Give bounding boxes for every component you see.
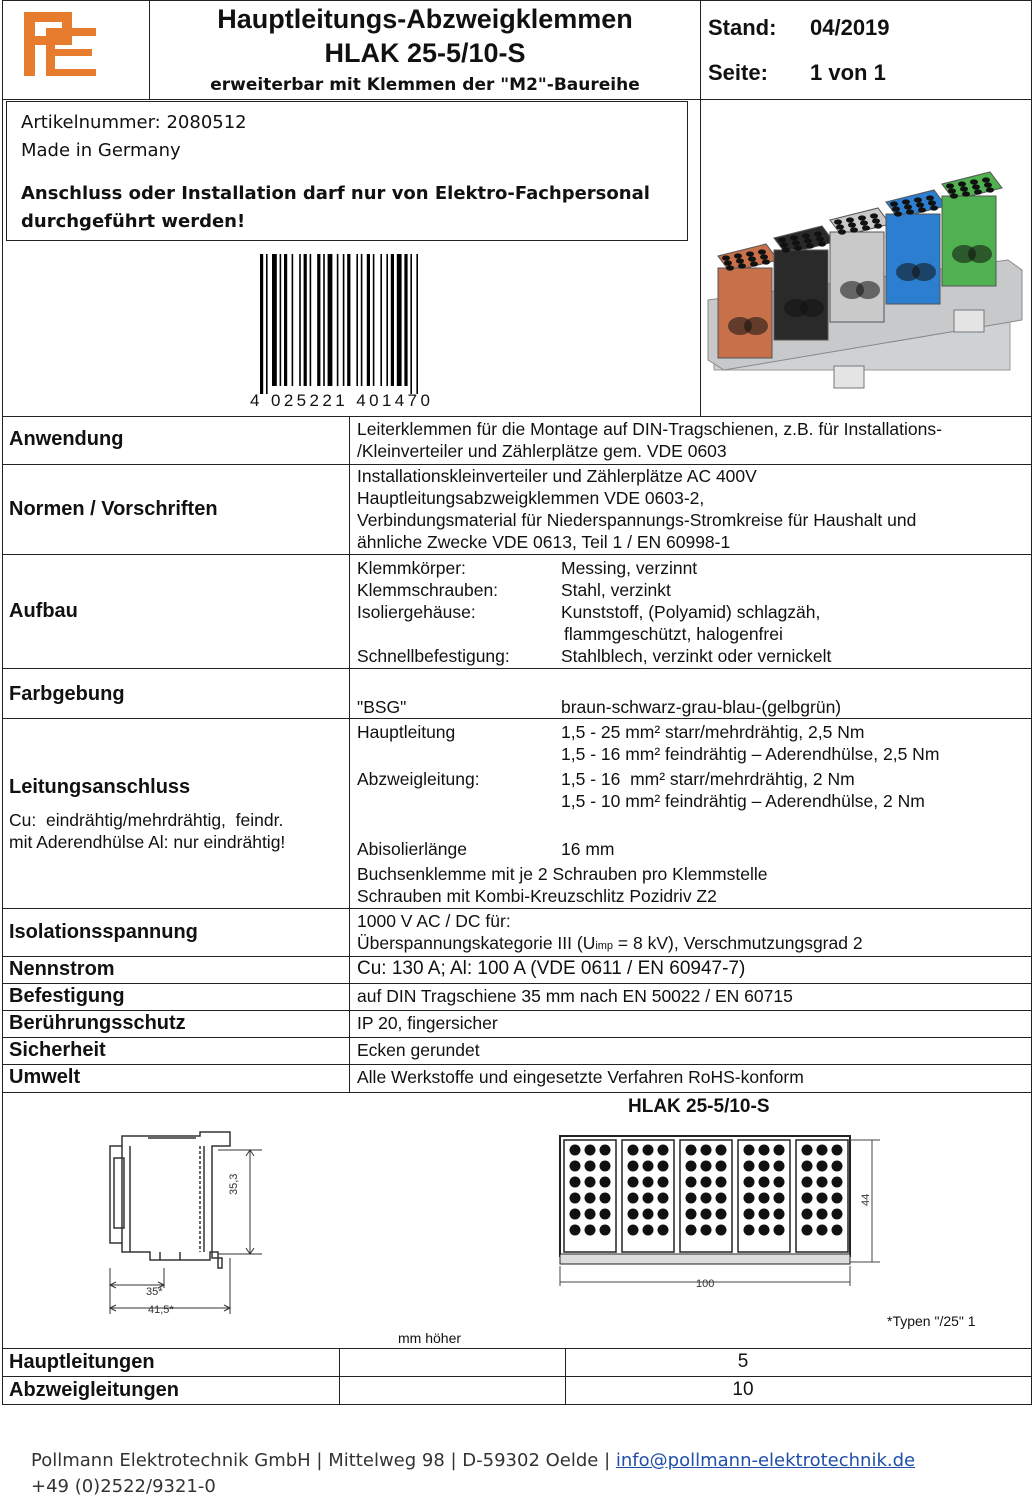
front-hole	[817, 1177, 828, 1188]
screw-hole	[804, 238, 812, 243]
screw-hole	[904, 204, 912, 209]
front-hole	[759, 1145, 770, 1156]
front-hole	[686, 1209, 697, 1220]
front-hole	[628, 1193, 639, 1204]
barcode-bar	[299, 254, 301, 386]
front-hole	[628, 1225, 639, 1236]
front-hole	[686, 1193, 697, 1204]
barcode-bar	[328, 254, 333, 386]
screw-hole	[914, 197, 922, 202]
isolation-line2b: = 8 kV), Verschmutzungsgrad 2	[613, 933, 863, 953]
terminal-block-front	[830, 232, 884, 322]
screw-hole	[802, 233, 810, 238]
screw-hole	[858, 215, 866, 220]
front-hole	[716, 1177, 727, 1188]
label-nennstrom: Nennstrom	[9, 958, 115, 980]
footer-address-text: Pollmann Elektrotechnik GmbH | Mittelweg 98 | D-59302 Oelde |	[31, 1450, 616, 1471]
front-hole	[686, 1177, 697, 1188]
front-hole	[686, 1161, 697, 1172]
footnote-hoeher: mm höher	[398, 1330, 462, 1346]
screw-hole	[960, 186, 968, 191]
leitung-k2: Abzweigleitung:	[357, 769, 480, 789]
footer-phone: +49 (0)2522/9321-0	[31, 1476, 216, 1497]
screw-hole	[918, 207, 926, 212]
front-hole	[774, 1177, 785, 1188]
front-hole	[600, 1193, 611, 1204]
front-hole	[817, 1145, 828, 1156]
barcode-bar	[416, 254, 418, 394]
barcode-bar	[266, 254, 268, 394]
front-hole	[817, 1225, 828, 1236]
front-hole	[802, 1193, 813, 1204]
barcode-bar	[367, 254, 370, 386]
screw-hole	[794, 245, 802, 250]
footer-email-link[interactable]: info@pollmann-elektrotechnik.de	[615, 1450, 916, 1471]
screw-hole	[814, 231, 822, 236]
front-hole	[686, 1225, 697, 1236]
front-hole	[643, 1209, 654, 1220]
front-hole	[832, 1177, 843, 1188]
front-hole	[716, 1225, 727, 1236]
screw-hole	[894, 211, 902, 216]
screw-hole	[950, 193, 958, 198]
barcode-bar	[323, 254, 325, 386]
wire-entry	[912, 263, 936, 281]
drawing-title: HLAK 25-5/10-S	[628, 1096, 770, 1117]
front-hole	[658, 1145, 669, 1156]
screw-hole	[874, 223, 882, 228]
stand-label: Stand:	[708, 15, 777, 40]
front-hole	[774, 1193, 785, 1204]
screw-hole	[974, 189, 982, 194]
dim-44: 44	[860, 1193, 872, 1206]
front-hole	[585, 1161, 596, 1172]
seite-label: Seite:	[708, 60, 768, 85]
front-hole	[628, 1177, 639, 1188]
anwendung-line2: /Kleinverteiler und Zählerplätze gem. VDE 0603	[357, 441, 727, 461]
screw-hole	[838, 229, 846, 234]
isolation-line2	[357, 932, 863, 958]
seite-value: 1 von 1	[810, 60, 886, 85]
screw-hole	[778, 237, 786, 242]
label-sicherheit: Sicherheit	[9, 1039, 106, 1061]
dim-415: 41,5*	[148, 1304, 174, 1316]
label-leitung: Leitungsanschluss	[9, 776, 191, 798]
screw-hole	[986, 187, 994, 192]
screw-hole	[834, 219, 842, 224]
aufbau-k2: Klemmschrauben:	[357, 580, 499, 600]
screw-hole	[738, 263, 746, 268]
front-hole	[658, 1193, 669, 1204]
leitung-note2: mit Aderendhülse Al: nur eindrähtig!	[9, 832, 286, 852]
front-hole	[802, 1145, 813, 1156]
screw-hole	[870, 213, 878, 218]
wire-entry	[856, 281, 880, 299]
terminal-block-front	[718, 268, 772, 358]
front-hole	[600, 1177, 611, 1188]
dim-height-side: 35,3	[228, 1173, 240, 1195]
label-isolation: Isolationsspannung	[9, 921, 198, 943]
aufbau-k3: Isoliergehäuse:	[357, 602, 476, 622]
anwendung-line1: Leiterklemmen für die Montage auf DIN-Tragschienen, z.B. für Installations-	[357, 419, 942, 439]
barcode-bar	[272, 254, 277, 386]
label-aufbau: Aufbau	[9, 600, 78, 622]
barcode-bar	[386, 254, 388, 386]
screw-hole	[860, 220, 868, 225]
screw-hole	[962, 191, 970, 196]
label-anwendung: Anwendung	[9, 428, 124, 450]
umwelt-value: Alle Werkstoffe und eingesetzte Verfahren RoHS-konform	[357, 1067, 804, 1087]
leitung-v3: 16 mm	[561, 839, 615, 859]
barcode-bar	[310, 254, 312, 386]
front-hole	[570, 1225, 581, 1236]
screw-hole	[846, 217, 854, 222]
terminal-block-front	[774, 250, 828, 340]
footnote-typen: *Typen "/25" 1	[887, 1313, 976, 1329]
schutz-value: IP 20, fingersicher	[357, 1013, 498, 1033]
screw-hole	[750, 261, 758, 266]
screw-hole	[972, 184, 980, 189]
front-hole	[744, 1161, 755, 1172]
screw-hole	[850, 227, 858, 232]
front-hole	[802, 1209, 813, 1220]
label-abzweigleitungen: Abzweigleitungen	[9, 1379, 179, 1401]
front-hole	[585, 1193, 596, 1204]
front-hole	[744, 1225, 755, 1236]
isolation-line2a: Überspannungskategorie III (U	[357, 933, 596, 953]
sicherheit-value: Ecken gerundet	[357, 1040, 480, 1060]
front-hole	[817, 1209, 828, 1220]
front-hole	[759, 1209, 770, 1220]
front-hole	[744, 1177, 755, 1188]
screw-hole	[780, 242, 788, 247]
front-hole	[570, 1161, 581, 1172]
terminal-block-front	[942, 196, 996, 286]
screw-hole	[848, 222, 856, 227]
front-hole	[817, 1161, 828, 1172]
screw-hole	[792, 240, 800, 245]
aufbau-v2: Stahl, verzinkt	[561, 580, 671, 600]
doc-title-line2: HLAK 25-5/10-S	[324, 38, 526, 68]
farbgebung-value: braun-schwarz-grau-blau-(gelbgrün)	[561, 697, 842, 717]
barcode-bar	[280, 254, 282, 386]
screw-hole	[746, 251, 754, 256]
barcode	[258, 254, 442, 394]
front-hole	[817, 1193, 828, 1204]
screw-hole	[862, 225, 870, 230]
stand-value: 04/2019	[810, 15, 890, 40]
front-hole	[658, 1225, 669, 1236]
front-hole	[628, 1209, 639, 1220]
front-hole	[701, 1161, 712, 1172]
front-hole	[774, 1145, 785, 1156]
barcode-bar	[292, 254, 294, 386]
dim-35: 35*	[146, 1286, 163, 1298]
screw-hole	[736, 258, 744, 263]
farbgebung-key: "BSG"	[357, 697, 407, 717]
front-hole	[570, 1177, 581, 1188]
front-rail	[560, 1254, 850, 1264]
front-hole	[600, 1225, 611, 1236]
leitung-v2a: 1,5 - 16 mm² starr/mehrdrähtig, 2 Nm	[561, 769, 855, 789]
screw-hole	[758, 249, 766, 254]
aufbau-v1: Messing, verzinnt	[561, 558, 698, 578]
front-hole	[759, 1193, 770, 1204]
front-hole	[701, 1145, 712, 1156]
front-hole	[774, 1209, 785, 1220]
front-hole	[600, 1209, 611, 1220]
leitung-l4: Buchsenklemme mit je 2 Schrauben pro Klemmstelle	[357, 864, 768, 884]
isolation-sub: imp	[595, 940, 614, 952]
screw-hole	[948, 188, 956, 193]
rail-clip	[834, 366, 864, 388]
barcode-bar	[347, 254, 350, 386]
barcode-bar	[356, 254, 358, 386]
aufbau-v3b: flammgeschützt, halogenfrei	[564, 624, 783, 644]
front-hole	[774, 1161, 785, 1172]
barcode-bar	[361, 254, 363, 386]
screw-hole	[958, 181, 966, 186]
dim-100: 100	[696, 1278, 715, 1290]
wire-entry	[800, 299, 824, 317]
rail-clip	[954, 310, 984, 332]
front-hole	[585, 1225, 596, 1236]
normen-line1: Installationskleinverteiler und Zählerplätze AC 400V	[357, 466, 757, 486]
front-hole	[628, 1161, 639, 1172]
front-hole	[744, 1209, 755, 1220]
front-hole	[759, 1161, 770, 1172]
screw-hole	[982, 177, 990, 182]
doc-title-line1: Hauptleitungs-Abzweigklemmen	[217, 4, 633, 34]
front-hole	[802, 1225, 813, 1236]
barcode-digits: 4 025221 401470	[250, 391, 434, 410]
isolation-line1: 1000 V AC / DC für:	[357, 911, 511, 931]
front-hole	[759, 1177, 770, 1188]
front-hole	[570, 1209, 581, 1220]
company-logo	[22, 10, 98, 78]
screw-hole	[892, 206, 900, 211]
barcode-bar	[380, 254, 382, 386]
front-hole	[774, 1225, 785, 1236]
normen-line2: Hauptleitungsabzweigklemmen VDE 0603-2,	[357, 488, 705, 508]
screw-hole	[906, 209, 914, 214]
front-hole	[643, 1193, 654, 1204]
front-hole	[585, 1145, 596, 1156]
front-hole	[759, 1225, 770, 1236]
front-hole	[600, 1145, 611, 1156]
barcode-bar	[391, 254, 394, 386]
barcode-bar	[337, 254, 339, 386]
front-hole	[585, 1209, 596, 1220]
front-hole	[716, 1193, 727, 1204]
front-hole	[658, 1209, 669, 1220]
barcode-bar	[373, 254, 375, 386]
barcode-bar	[343, 254, 345, 386]
normen-line3: Verbindungsmaterial für Niederspannungs-Stromkreise für Haushalt und	[357, 510, 917, 530]
aufbau-v4: Stahlblech, verzinkt oder vernickelt	[561, 646, 832, 666]
screw-hole	[836, 224, 844, 229]
value-abzweigleitungen: 10	[732, 1379, 754, 1400]
product-photo	[704, 170, 1028, 414]
leitung-l5: Schrauben mit Kombi-Kreuzschlitz Pozidriv Z2	[357, 886, 717, 906]
leitung-v2b: 1,5 - 10 mm² feindrähtig – Aderendhülse, 2 Nm	[561, 791, 925, 811]
screw-hole	[890, 201, 898, 206]
front-hole	[701, 1225, 712, 1236]
front-hole	[716, 1161, 727, 1172]
screw-hole	[782, 247, 790, 252]
footer-address	[31, 1450, 915, 1471]
screw-hole	[762, 259, 770, 264]
front-hole	[716, 1209, 727, 1220]
label-normen: Normen / Vorschriften	[9, 498, 218, 520]
screw-hole	[928, 200, 936, 205]
front-hole	[832, 1145, 843, 1156]
front-hole	[643, 1145, 654, 1156]
screw-hole	[790, 235, 798, 240]
front-hole	[832, 1193, 843, 1204]
barcode-bar	[404, 254, 407, 386]
nennstrom-value: Cu: 130 A; Al: 100 A (VDE 0611 / EN 60947-7)	[357, 958, 746, 979]
barcode-bar	[317, 254, 320, 386]
screw-hole	[946, 183, 954, 188]
front-hole	[600, 1161, 611, 1172]
screw-hole	[748, 256, 756, 261]
made-in: Made in Germany	[21, 140, 181, 161]
terminal-block-front	[886, 214, 940, 304]
screw-hole	[902, 199, 910, 204]
label-farbgebung: Farbgebung	[9, 683, 125, 705]
barcode-bar	[397, 254, 402, 386]
front-hole	[744, 1193, 755, 1204]
front-hole	[628, 1145, 639, 1156]
front-hole	[802, 1161, 813, 1172]
screw-hole	[926, 195, 934, 200]
front-view-drawing	[550, 1126, 890, 1296]
warning-line1: Anschluss oder Installation darf nur von Elektro-Fachpersonal	[21, 183, 650, 204]
front-hole	[701, 1209, 712, 1220]
aufbau-k4: Schnellbefestigung:	[357, 646, 510, 666]
aufbau-k1: Klemmkörper:	[357, 558, 466, 578]
barcode-bar	[284, 254, 287, 386]
side-view-drawing	[100, 1128, 270, 1328]
befestigung-value: auf DIN Tragschiene 35 mm nach EN 50022 / EN 60715	[357, 986, 793, 1006]
label-schutz: Berührungsschutz	[9, 1012, 186, 1034]
barcode-bar	[304, 254, 307, 386]
front-hole	[716, 1145, 727, 1156]
front-hole	[643, 1161, 654, 1172]
value-hauptleitungen: 5	[737, 1351, 749, 1372]
front-hole	[643, 1177, 654, 1188]
screw-hole	[724, 260, 732, 265]
front-hole	[658, 1161, 669, 1172]
wire-entry	[968, 245, 992, 263]
front-hole	[701, 1177, 712, 1188]
screw-hole	[930, 205, 938, 210]
front-hole	[643, 1225, 654, 1236]
screw-hole	[818, 241, 826, 246]
front-hole	[832, 1209, 843, 1220]
barcode-bar	[260, 254, 263, 394]
screw-hole	[734, 253, 742, 258]
warning-line2: durchgeführt werden!	[21, 211, 246, 232]
screw-hole	[726, 265, 734, 270]
screw-hole	[760, 254, 768, 259]
screw-hole	[916, 202, 924, 207]
front-hole	[802, 1177, 813, 1188]
leitung-v1b: 1,5 - 16 mm² feindrähtig – Aderendhülse, 2,5 Nm	[561, 744, 940, 764]
label-hauptleitungen: Hauptleitungen	[9, 1351, 155, 1373]
screw-hole	[872, 218, 880, 223]
front-hole	[686, 1145, 697, 1156]
front-hole	[832, 1225, 843, 1236]
front-hole	[832, 1161, 843, 1172]
front-hole	[570, 1145, 581, 1156]
screw-hole	[970, 179, 978, 184]
screw-hole	[722, 255, 730, 260]
front-hole	[701, 1193, 712, 1204]
leitung-note1: Cu: eindrähtig/mehrdrähtig, feindr.	[9, 810, 284, 830]
front-hole	[570, 1193, 581, 1204]
label-umwelt: Umwelt	[9, 1066, 81, 1088]
front-hole	[658, 1177, 669, 1188]
doc-subtitle: erweiterbar mit Klemmen der "M2"-Baureihe	[210, 75, 640, 95]
leitung-k3: Abisolierlänge	[357, 839, 467, 859]
aufbau-v3a: Kunststoff, (Polyamid) schlagzäh,	[561, 602, 821, 622]
barcode-bar	[410, 254, 412, 394]
screw-hole	[806, 243, 814, 248]
leitung-k1: Hauptleitung	[357, 722, 456, 742]
leitung-v1a: 1,5 - 25 mm² starr/mehrdrähtig, 2,5 Nm	[561, 722, 865, 742]
normen-line4: ähnliche Zwecke VDE 0613, Teil 1 / EN 60998-1	[357, 532, 731, 552]
wire-entry	[744, 317, 768, 335]
article-number: Artikelnummer: 2080512	[21, 112, 247, 133]
front-hole	[585, 1177, 596, 1188]
screw-hole	[984, 182, 992, 187]
front-hole	[744, 1145, 755, 1156]
label-befestigung: Befestigung	[9, 985, 125, 1007]
screw-hole	[816, 236, 824, 241]
